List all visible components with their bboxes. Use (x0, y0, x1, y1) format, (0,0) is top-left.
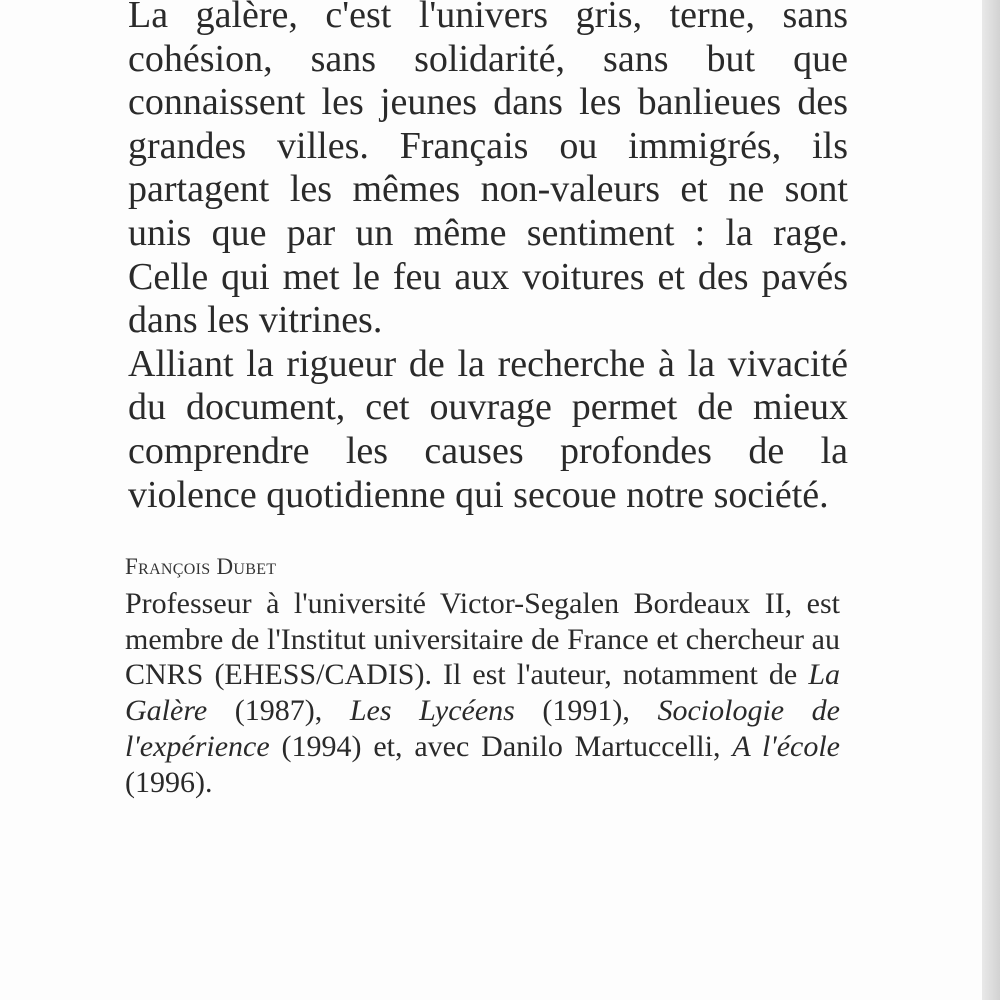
book-title-a-l-ecole: A l'école (732, 729, 840, 763)
book-year-2: (1991), (514, 694, 658, 728)
book-title-sociologie: Sociologie de l'expérience (125, 694, 840, 763)
book-year-4: (1996). (125, 765, 213, 799)
book-title-les-lyceens: Les Lycéens (349, 694, 515, 728)
author-bio (125, 586, 840, 800)
author-section (125, 552, 840, 800)
bio-intro: Professeur à l'université Victor-Segalen Bordeaux II, est membre de l'Institut universitaire de France et chercheur au CNRS (EHESS/CADIS). Il est l'auteur, notamment de (125, 587, 840, 692)
book-year-3: (1994) et, avec Danilo Martuccelli, (269, 729, 733, 763)
blurb-paragraph-1: La galère, c'est l'univers gris, terne, sans cohésion, sans solidarité, sans but que connaissent les jeunes dans les banlieues des grandes villes. Français ou immigrés, ils partagent les mêmes non-valeurs et ne sont unis que par un même sentiment : la rage. Celle qui met le feu aux voitures et des pavés dans les vitrines. (128, 0, 848, 342)
author-name: François Dubet (125, 554, 277, 579)
book-title-la-galere: La Galère (125, 658, 840, 728)
book-year-1: (1987), (207, 694, 350, 728)
page-edge-shadow (982, 0, 1000, 1000)
blurb-text (128, 0, 848, 517)
blurb-paragraph-2: Alliant la rigueur de la recherche à la vivacité du document, cet ouvrage permet de mieux comprendre les causes profondes de la violence quotidienne qui secoue notre société. (128, 342, 848, 516)
